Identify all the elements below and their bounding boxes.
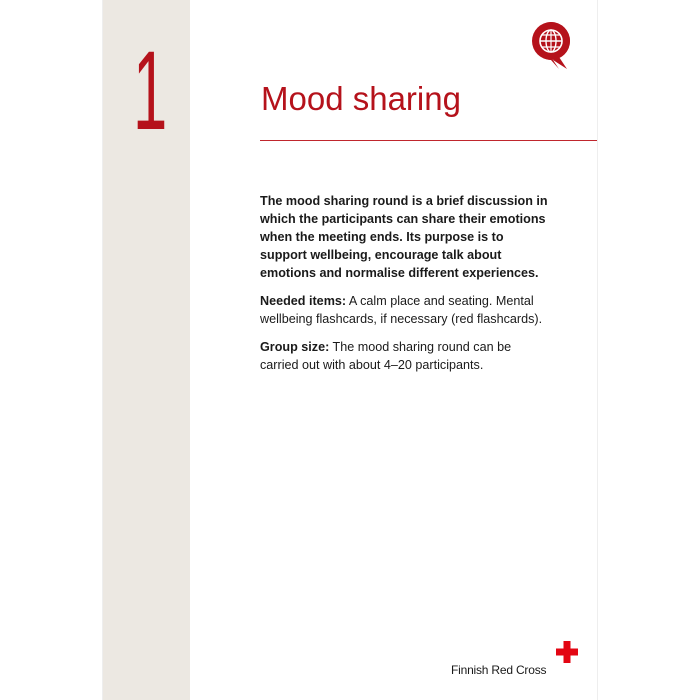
needed-items-label: Needed items: bbox=[260, 294, 347, 308]
organization-name: Finnish Red Cross bbox=[451, 663, 547, 677]
title-divider bbox=[260, 140, 597, 141]
card-number: 1 bbox=[133, 28, 167, 153]
intro-paragraph: The mood sharing round is a brief discussion in which the participants can share their emotions when the meeting ends. Its purpose is to support wellbeing, encourage talk about emotions and normalise different experiences. bbox=[260, 194, 548, 280]
side-band bbox=[103, 0, 190, 700]
needed-items-text: A calm place and seating. Mental wellbeing flashcards, if necessary (red flashcards). bbox=[260, 294, 543, 326]
red-cross-icon bbox=[556, 641, 578, 663]
card-content bbox=[260, 192, 550, 384]
activity-card bbox=[103, 0, 597, 700]
group-size-label: Group size: bbox=[260, 340, 330, 354]
group-size-text: The mood sharing round can be carried out with about 4–20 participants. bbox=[260, 340, 512, 372]
card-title: Mood sharing bbox=[261, 80, 461, 117]
needed-items-paragraph bbox=[260, 292, 550, 328]
organization-logo bbox=[451, 641, 581, 677]
group-size-paragraph bbox=[260, 338, 550, 374]
globe-speech-bubble-icon bbox=[531, 21, 571, 73]
